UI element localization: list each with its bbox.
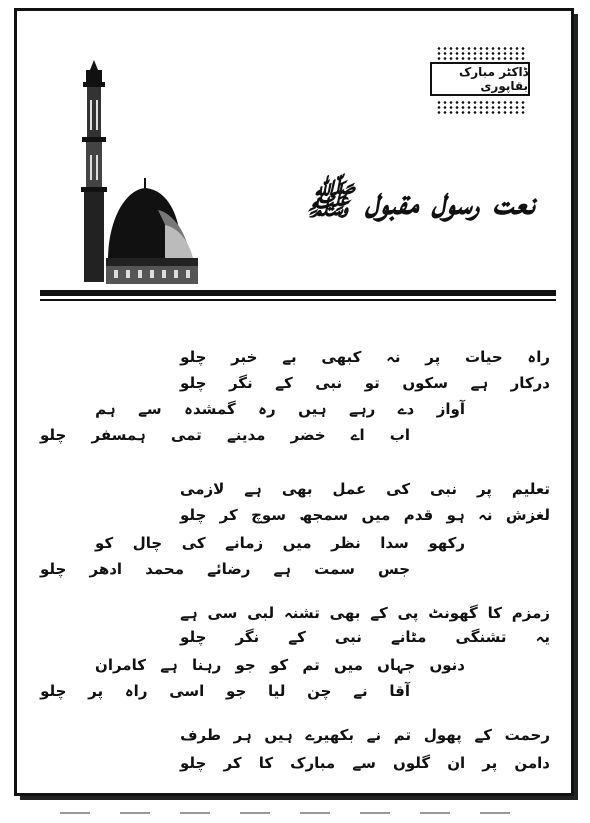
title-divider-thin bbox=[40, 299, 556, 301]
poem-line: اب اے خضر مدینے تمی ہمسفر چلو bbox=[40, 426, 410, 444]
poem-line: دنوں جہاں میں تم کو جو رہنا ہے کامران bbox=[95, 656, 465, 674]
poem-line: آواز دے رہے ہیں رہ گمشدہ سے ہم bbox=[95, 400, 465, 418]
page-title: نعت رسول مقبول ﷺ bbox=[305, 177, 535, 223]
author-box bbox=[430, 46, 532, 116]
poem-line: آقا نے چن لیا جو اسی راہ پر چلو bbox=[40, 682, 410, 700]
author-name: ڈاکٹر مبارک بقاپوری bbox=[430, 62, 530, 96]
poem-line: لغزش نہ ہو قدم میں سمجھ سوچ کر چلو bbox=[180, 506, 550, 524]
mosque-illustration bbox=[70, 60, 200, 285]
scan-artifact bbox=[60, 812, 520, 814]
poem-line: رکھو سدا نظر میں زمانے کی چال کو bbox=[95, 534, 465, 552]
poem-line: راہ حیات پر نہ کبھی بے خبر چلو bbox=[180, 348, 550, 366]
poem-line: رحمت کے پھول تم نے بکھیرے ہیں ہر طرف bbox=[180, 726, 550, 744]
poem-line: زمزم کا گھونٹ پی کے بھی تشنہ لبی سی ہے bbox=[180, 604, 550, 622]
poem-line: درکار ہے سکوں تو نبی کے نگر چلو bbox=[180, 374, 550, 392]
frame-shadow-right bbox=[574, 14, 578, 799]
poem-line: یہ تشنگی مٹانے نبی کے نگر چلو bbox=[180, 628, 550, 646]
poem-line: دامن پر ان گلوں سے مبارک کا کر چلو bbox=[180, 754, 550, 772]
poem-line: جس سمت ہے رضائے محمد ادھر چلو bbox=[40, 560, 410, 578]
title-divider-thick bbox=[40, 290, 556, 296]
dot-pattern-bottom bbox=[436, 100, 526, 114]
frame-shadow-bottom bbox=[20, 796, 578, 800]
dot-pattern-top bbox=[436, 46, 526, 60]
poem-line: تعلیم پر نبی کی عمل بھی ہے لازمی bbox=[180, 480, 550, 498]
